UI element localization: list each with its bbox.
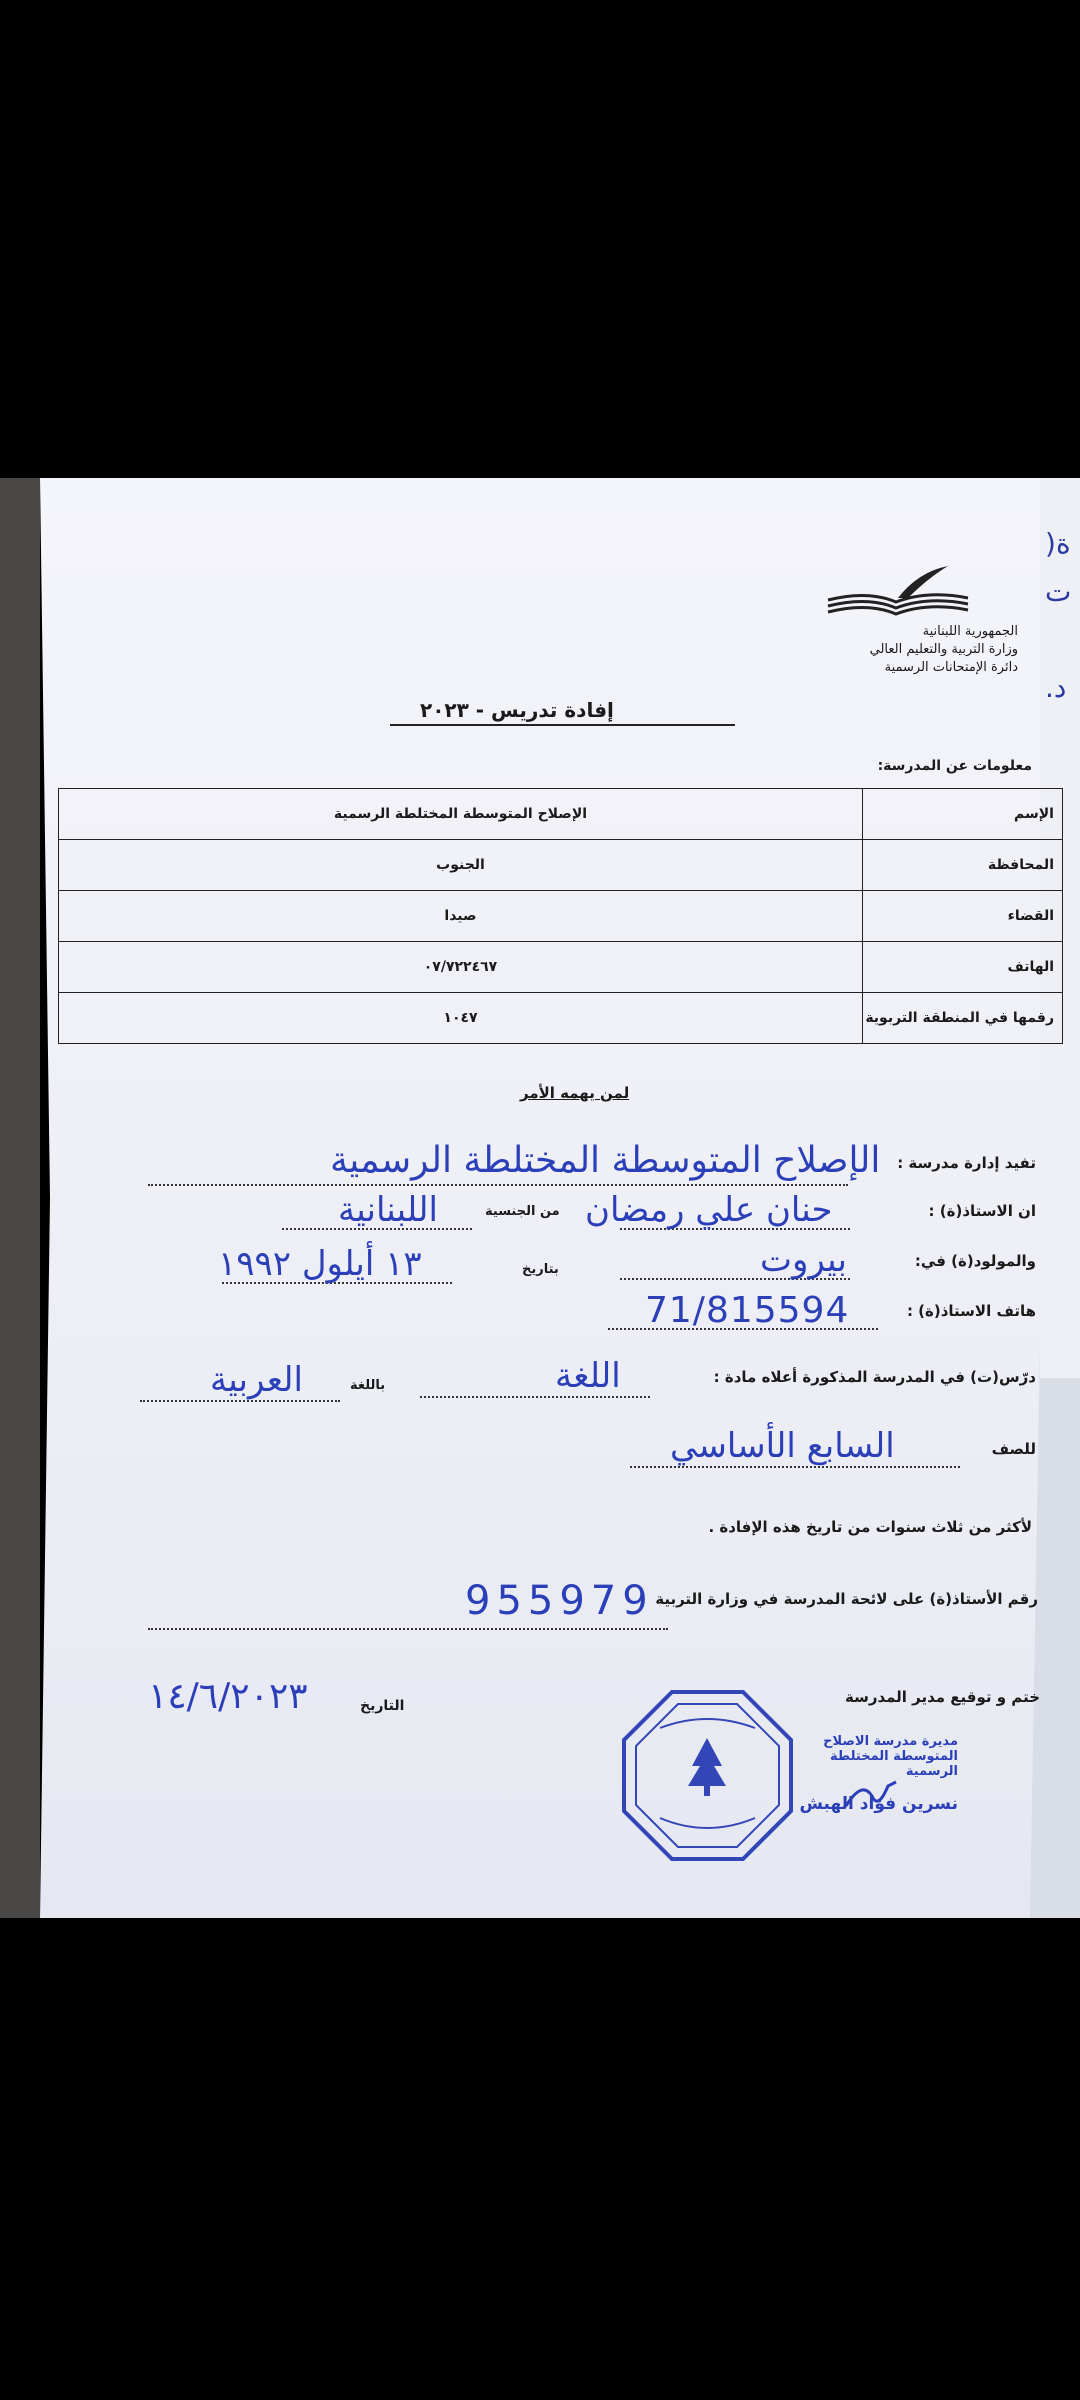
lang-handwritten: العربية — [210, 1360, 303, 1400]
taught-label: درّس(ت) في المدرسة المذكورة أعلاه مادة : — [713, 1368, 1036, 1386]
page-title: إفادة تدريس - ٢٠٢٣ — [420, 698, 614, 722]
class-dots — [630, 1466, 960, 1468]
date-label: بتاريخ — [522, 1262, 559, 1277]
born-handwritten: بيروت — [760, 1240, 847, 1280]
nationality-label: من الجنسية — [485, 1204, 560, 1219]
table-row — [59, 789, 1063, 840]
title-underline — [390, 724, 735, 726]
table-cell-value: صيدا — [59, 891, 863, 942]
header-line2: وزارة التربية والتعليم العالي — [869, 642, 1018, 657]
admin-dots — [148, 1184, 848, 1186]
nationality-handwritten: اللبنانية — [338, 1190, 438, 1230]
table-cell-label: القضاء — [863, 891, 1063, 942]
table-cell-value: ١٠٤٧ — [59, 993, 863, 1044]
background-bottom — [0, 1918, 1080, 2400]
teacher-number-handwritten: 955979 — [465, 1578, 654, 1624]
table-cell-value: ٠٧/٧٢٢٤٦٧ — [59, 942, 863, 993]
table-row — [59, 993, 1063, 1044]
table-row — [59, 891, 1063, 942]
signature-icon — [842, 1776, 902, 1816]
table-row — [59, 840, 1063, 891]
table-cell-label: رقمها في المنطقة التربوية — [863, 993, 1063, 1044]
background-left — [0, 478, 40, 1918]
class-handwritten: السابع الأساسي — [670, 1426, 895, 1466]
lang-dots — [140, 1400, 340, 1402]
teacher-handwritten: حنان علي رمضان — [585, 1190, 833, 1230]
subject-handwritten: اللغة — [555, 1356, 621, 1396]
sign-label: ختم و توقيع مدير المدرسة — [844, 1688, 1040, 1706]
official-stamp-icon — [620, 1688, 795, 1863]
subject-dots — [420, 1396, 650, 1398]
born-label: والمولود(ة) في: — [914, 1252, 1036, 1270]
duration-text: لأكثر من ثلاث سنوات من تاريخ هذه الإفادة . — [708, 1518, 1032, 1536]
school-info-table — [58, 788, 1063, 1044]
ministry-logo-icon — [818, 562, 978, 618]
director-title: مديرة مدرسة الاصلاح المتوسطة المختلطة الرسمية — [823, 1734, 958, 1779]
class-label: للصف — [991, 1440, 1036, 1458]
admin-handwritten: الإصلاح المتوسطة المختلطة الرسمية — [330, 1140, 881, 1181]
table-cell-label: الهاتف — [863, 942, 1063, 993]
lang-label: باللغة — [350, 1378, 386, 1393]
table-cell-value: الإصلاح المتوسطة المختلطة الرسمية — [59, 789, 863, 840]
admin-label: تفيد إدارة مدرسة : — [897, 1154, 1036, 1172]
header-line3: دائرة الإمتحانات الرسمية — [884, 660, 1018, 675]
teacher-label: ان الاستاذ(ة) : — [928, 1202, 1036, 1220]
table-cell-label: الإسم — [863, 789, 1063, 840]
birth-date-handwritten: ١٣ أيلول ١٩٩٢ — [218, 1244, 422, 1284]
table-cell-label: المحافظة — [863, 840, 1063, 891]
to-whom-heading: لمن يهمه الأمر — [520, 1084, 630, 1102]
footer-date-handwritten: ١٤/٦/٢٠٢٣ — [148, 1676, 308, 1717]
side-scribble: )ة ت .د — [1045, 527, 1072, 704]
header-line1: الجمهورية اللبنانية — [922, 624, 1018, 639]
school-info-heading: معلومات عن المدرسة: — [877, 758, 1032, 774]
table-row — [59, 942, 1063, 993]
number-dots — [148, 1628, 668, 1630]
number-label: رقم الأستاذ(ة) على لائحة المدرسة في وزارة التربية — [655, 1590, 1038, 1608]
director-name: نسرين فؤاد الهبش — [799, 1794, 958, 1814]
footer-date-label: التاريخ — [360, 1698, 405, 1714]
phone-label: هاتف الاستاذ(ة) : — [906, 1302, 1036, 1320]
table-cell-value: الجنوب — [59, 840, 863, 891]
phone-handwritten: 71/815594 — [645, 1290, 850, 1331]
